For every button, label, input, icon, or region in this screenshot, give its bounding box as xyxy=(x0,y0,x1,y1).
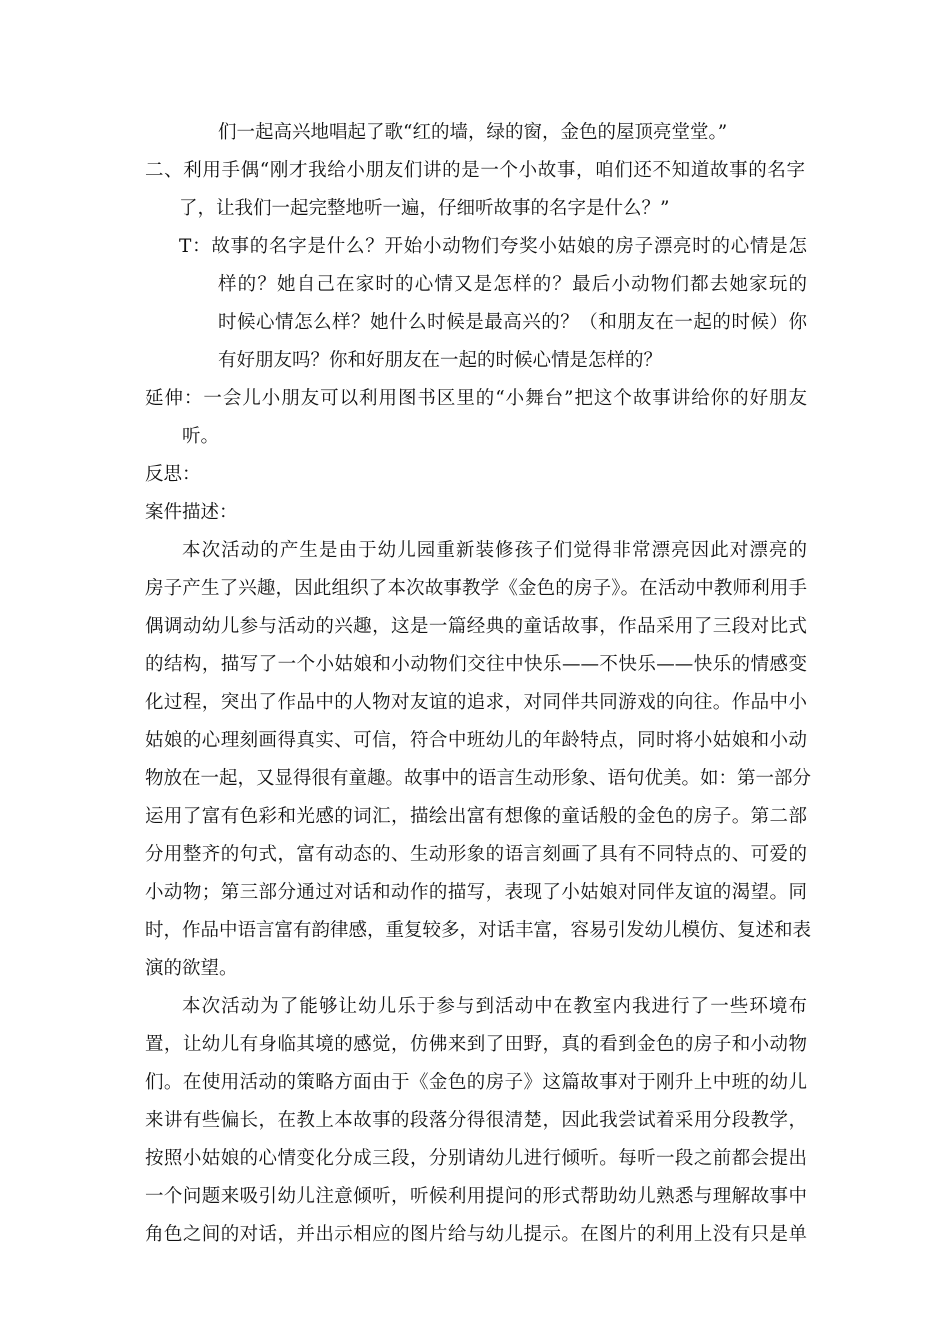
paragraph-line: 姑娘的心理刻画得真实、可信，符合中班幼儿的年龄特点，同时将小姑娘和小动 xyxy=(145,730,807,751)
paragraph-line: 演的欲望。 xyxy=(145,958,238,979)
paragraph-line: 化过程，突出了作品中的人物对友谊的追求，对同伴共同游戏的向往。作品中小 xyxy=(145,692,807,713)
paragraph-line: 置，让幼儿有身临其境的感觉，仿佛来到了田野，真的看到金色的房子和小动物 xyxy=(145,1034,807,1055)
text-line: 了，让我们一起完整地听一遍，仔细听故事的名字是什么？” xyxy=(179,198,670,219)
paragraph-line: 运用了富有色彩和光感的词汇，描绘出富有想像的童话般的金色的房子。第二部 xyxy=(145,806,807,827)
paragraph-line: 按照小姑娘的心情变化分成三段，分别请幼儿进行倾听。每听一段之前都会提出 xyxy=(145,1148,807,1169)
paragraph-line: 本次活动为了能够让幼儿乐于参与到活动中在教室内我进行了一些环境布 xyxy=(182,996,807,1017)
text-line: 听。 xyxy=(182,426,220,447)
paragraph-line: 偶调动幼儿参与活动的兴趣，这是一篇经典的童话故事，作品采用了三段对比式 xyxy=(145,616,807,637)
text-line: 们一起高兴地唱起了歌“红的墙，绿的窗，金色的屋顶亮堂堂。” xyxy=(218,122,728,143)
paragraph-line: 时，作品中语言富有韵律感，重复较多，对话丰富，容易引发幼儿模仿、复述和表 xyxy=(145,920,812,941)
section-heading-2: 二、利用手偶“刚才我给小朋友们讲的是一个小故事，咱们还不知道故事的名字 xyxy=(145,160,805,181)
reflection-heading: 反思： xyxy=(145,464,201,485)
paragraph-line: 本次活动的产生是由于幼儿园重新装修孩子们觉得非常漂亮因此对漂亮的 xyxy=(182,540,807,561)
case-description-heading: 案件描述： xyxy=(145,502,238,523)
paragraph-line: 房子产生了兴趣，因此组织了本次故事教学《金色的房子》。在活动中教师利用手 xyxy=(145,578,807,599)
paragraph-line: 一个问题来吸引幼儿注意倾听，听候利用提问的形式帮助幼儿熟悉与理解故事中 xyxy=(145,1186,807,1207)
teacher-question-line: T：故事的名字是什么？开始小动物们夸奖小姑娘的房子漂亮时的心情是怎 xyxy=(179,236,807,257)
text-line: 时候心情怎么样？她什么时候是最高兴的？（和朋友在一起的时候）你 xyxy=(218,312,807,333)
paragraph-line: 来讲有些偏长，在教上本故事的段落分得很清楚，因此我尝试着采用分段教学， xyxy=(145,1110,807,1131)
text-line: 有好朋友吗？你和好朋友在一起的时候心情是怎样的？ xyxy=(218,350,663,371)
text-line: 样的？她自己在家时的心情又是怎样的？最后小动物们都去她家玩的 xyxy=(218,274,807,295)
paragraph-line: 们。在使用活动的策略方面由于《金色的房子》这篇故事对于刚升上中班的幼儿 xyxy=(145,1072,807,1093)
paragraph-line: 分用整齐的句式，富有动态的、生动形象的语言刻画了具有不同特点的、可爱的 xyxy=(145,844,807,865)
paragraph-line: 角色之间的对话，并出示相应的图片给与幼儿提示。在图片的利用上没有只是单 xyxy=(145,1224,807,1245)
extension-line: 延伸：一会儿小朋友可以利用图书区里的“小舞台”把这个故事讲给你的好朋友 xyxy=(145,388,807,409)
paragraph-line: 物放在一起，又显得很有童趣。故事中的语言生动形象、语句优美。如：第一部分 xyxy=(145,768,812,789)
paragraph-line: 小动物；第三部分通过对话和动作的描写，表现了小姑娘对同伴友谊的渴望。同 xyxy=(145,882,807,903)
paragraph-line: 的结构，描写了一个小姑娘和小动物们交往中快乐——不快乐——快乐的情感变 xyxy=(145,654,807,675)
